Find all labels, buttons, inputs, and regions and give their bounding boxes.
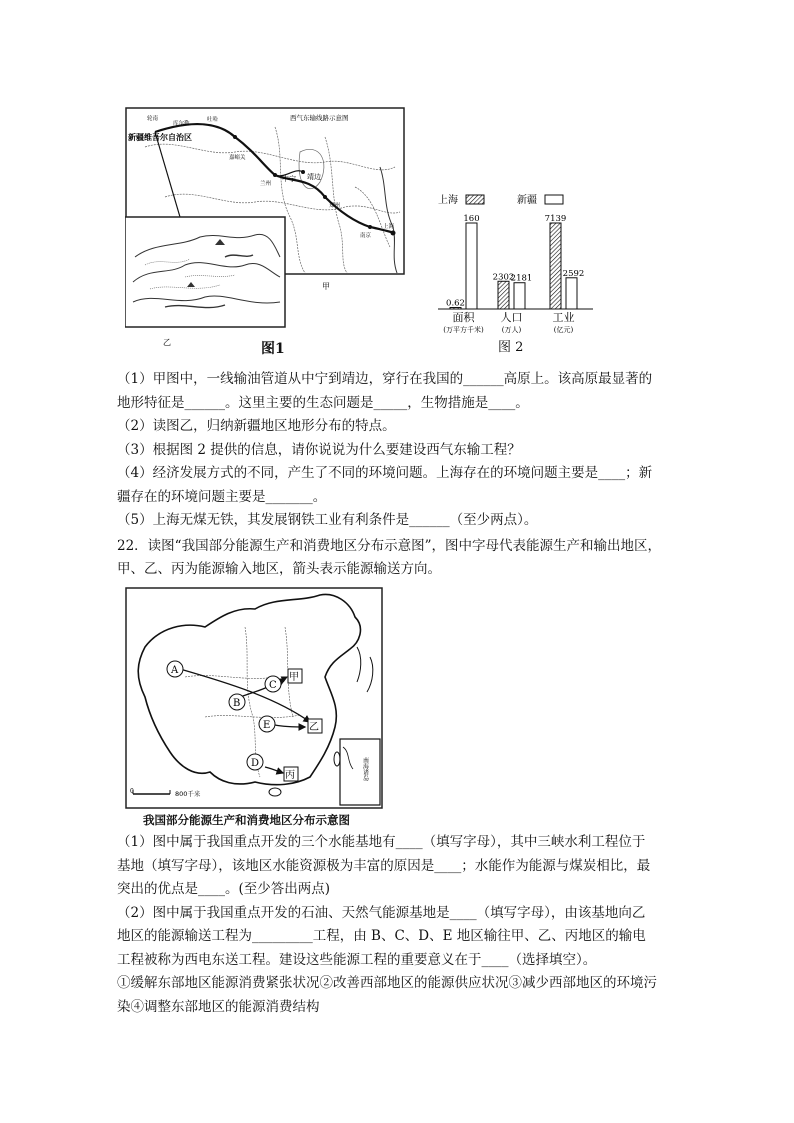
target-bing — [284, 767, 298, 781]
label-jiayuguan: 嘉峪关 — [229, 155, 246, 161]
q22-line: 基地（填写字母），该地区水能资源极为丰富的原因是____；水能作为能源与煤炭相比，最 — [117, 857, 651, 874]
value-label-上海-面积: 0.62 — [446, 298, 465, 309]
figure-2-caption: 图 2 — [498, 340, 524, 355]
figure-3 — [125, 587, 383, 809]
q21-line: 地形特征是______。这里主要的生态问题是_____，生物措施是____。 — [117, 394, 529, 411]
region-e — [259, 716, 275, 732]
legend-label-新疆: 新疆 — [517, 195, 537, 206]
svg-text:D: D — [251, 758, 260, 769]
south-sea-inset — [340, 739, 380, 805]
q22-line: 地区的能源输送工程为_________工程，由 B、C、D、E 地区输往甲、乙、丙地区的输电 — [117, 928, 646, 944]
inset-map — [125, 217, 285, 327]
region-c — [265, 676, 281, 692]
label-zhongning: 中宁 — [282, 175, 296, 183]
svg-text:B: B — [233, 698, 241, 709]
q22-line: 突出的优点是____。(至少答出两点) — [117, 881, 331, 897]
bar-上海-人口 — [498, 281, 509, 309]
scale-zero: 0 — [130, 788, 134, 795]
value-label-新疆-面积: 160 — [463, 214, 480, 224]
svg-text:C: C — [269, 680, 277, 691]
q22-line: 工程被称为西电东送工程。建设这些能源工程的重要意义在于____（选择填空）。 — [117, 951, 597, 968]
region-a — [167, 661, 183, 677]
q21-line: （4）经济发展方式的不同，产生了不同的环境问题。上海存在的环境问题主要是____；新 — [117, 465, 653, 481]
svg-text:A: A — [171, 665, 179, 676]
label-jingbian: 靖边 — [307, 173, 321, 181]
bar-新疆-人口 — [514, 283, 525, 309]
label-lunnan: 轮南 — [147, 116, 159, 122]
q22-line: 染④调整东部地区的能源消费结构 — [117, 998, 320, 1015]
svg-text:丙: 丙 — [285, 770, 295, 781]
q21-line: （3）根据图 2 提供的信息，请你说说为什么要建设西气东输工程？ — [117, 441, 521, 458]
category-label-工业: 工业 — [552, 311, 575, 324]
q21-line: （2）读图乙，归纳新疆地区地形分布的特点。 — [117, 418, 396, 434]
svg-text:乙: 乙 — [309, 722, 319, 733]
target-yi — [308, 719, 322, 733]
figure-2-chart — [438, 188, 598, 338]
q21-line: （5）上海无煤无铁，其发展钢铁工业有利条件是______（至少两点）。 — [117, 512, 538, 528]
inset-label: 南海诸岛 — [361, 757, 369, 781]
label-main-jia: 甲 — [322, 282, 330, 291]
figure-3-caption: 我国部分能源生产和消费地区分布示意图 — [143, 813, 350, 827]
energy-map — [125, 587, 383, 809]
q22-line: ①缓解东部地区能源消费紧张状况②改善西部地区的能源供应状况③减少西部地区的环境污 — [117, 975, 657, 991]
category-unit-工业: (亿元) — [553, 326, 574, 334]
svg-text:E: E — [263, 720, 271, 731]
scale-label: 800千米 — [175, 790, 201, 798]
q22-intro-line: 甲、乙、丙为能源输入地区，箭头表示能源输送方向。 — [117, 561, 441, 577]
legend-label-上海: 上海 — [438, 195, 458, 206]
label-lanzhou: 兰州 — [260, 181, 272, 187]
label-tuha: 吐哈 — [207, 117, 219, 123]
label-xinjiang: 新疆维吾尔自治区 — [128, 133, 192, 142]
value-label-新疆-工业: 2592 — [562, 268, 585, 279]
q22-line: （1）图中属于我国重点开发的三个水能基地有____（填写字母），其中三峡水利工程位于 — [117, 834, 646, 850]
category-label-人口: 人口 — [500, 311, 523, 324]
bar-上海-工业 — [550, 223, 561, 309]
value-label-上海-工业: 7139 — [544, 214, 567, 224]
category-label-面积: 面积 — [452, 311, 475, 324]
bar-chart — [438, 188, 598, 338]
figure-1 — [125, 107, 405, 347]
map-title: 西气东输线路示意图 — [290, 114, 349, 122]
svg-text:甲: 甲 — [289, 672, 299, 683]
label-nanjing: 南京 — [360, 233, 372, 239]
label-shanghai: 上海 — [383, 224, 395, 230]
label-kuerle: 库尔勒 — [173, 121, 190, 127]
value-label-上海-人口: 2302 — [492, 272, 515, 283]
q21-line: 疆存在的环境问题主要是_______。 — [117, 488, 327, 505]
target-jia — [288, 669, 302, 683]
pipeline-map — [125, 107, 405, 347]
bar-新疆-面积 — [466, 223, 477, 309]
q21-line: （1）甲图中，一线输油管道从中宁到靖边，穿行在我国的______高原上。该高原最显著的 — [117, 371, 653, 387]
region-d — [247, 754, 263, 770]
figure-1-caption: 图1 — [261, 341, 285, 357]
value-label-新疆-人口: 2181 — [510, 273, 533, 284]
label-inset-yi: 乙 — [163, 338, 171, 347]
label-zhengzhou: 郑州 — [329, 203, 341, 209]
bar-新疆-工业 — [566, 278, 577, 309]
q22-line: （2）图中属于我国重点开发的石油、天然气能源基地是____（填写字母），由该基地向乙 — [117, 904, 646, 921]
region-b — [229, 694, 245, 710]
legend-swatch-新疆 — [545, 195, 563, 204]
q22-intro-line: 22．读图“我国部分能源生产和消费地区分布示意图”，图中字母代表能源生产和输出地区， — [117, 538, 661, 554]
category-unit-人口: (万人) — [501, 326, 522, 334]
category-unit-面积: (万平方千米) — [443, 326, 484, 334]
legend-swatch-上海 — [466, 195, 484, 204]
